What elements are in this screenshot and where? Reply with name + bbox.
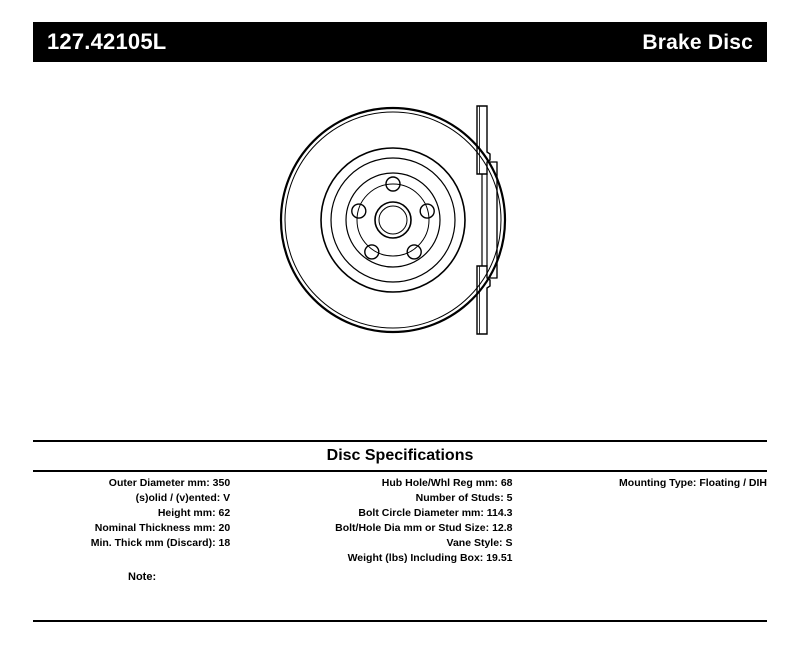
spec-label: Min. Thick mm (Discard): <box>90 537 216 549</box>
spec-value: 20 <box>218 522 231 534</box>
spec-label: Height mm: <box>157 507 216 519</box>
spec-value: S <box>505 537 513 549</box>
spec-label: Bolt Circle Diameter mm: <box>358 507 484 519</box>
spec-row <box>33 506 230 521</box>
rotor-side-view <box>463 100 523 345</box>
spec-value: Floating / DIH <box>699 477 767 489</box>
spec-row <box>254 476 512 491</box>
spec-row <box>254 491 512 506</box>
spec-row <box>33 476 230 491</box>
page-title: Brake Disc <box>642 30 753 54</box>
spec-row <box>254 506 512 521</box>
spec-label: Number of Studs: <box>415 492 504 504</box>
spec-column-middle <box>230 476 512 566</box>
spec-label: Nominal Thickness mm: <box>94 522 216 534</box>
spec-title: Disc Specifications <box>326 447 474 464</box>
spec-value: V <box>223 492 231 504</box>
spec-label: Hub Hole/Whl Reg mm: <box>381 477 498 489</box>
spec-value: 62 <box>218 507 231 519</box>
spec-rule-top <box>33 440 767 442</box>
spec-row <box>254 521 512 536</box>
spec-label: Bolt/Hole Dia mm or Stud Size: <box>335 522 490 534</box>
note-row <box>128 571 156 583</box>
spec-column-right <box>513 476 768 491</box>
spec-label: (s)olid / (v)ented: <box>135 492 221 504</box>
spec-row <box>33 521 230 536</box>
spec-value: 350 <box>212 477 231 489</box>
spec-rule-mid <box>33 470 767 472</box>
spec-value: 114.3 <box>486 507 513 519</box>
spec-value: 18 <box>218 537 231 549</box>
spec-value: 12.8 <box>492 522 513 534</box>
spec-row <box>523 476 768 491</box>
spec-value: 19.51 <box>486 552 513 564</box>
spec-label: Weight (lbs) Including Box: <box>347 552 484 564</box>
spec-value: 5 <box>506 492 513 504</box>
header-bar <box>33 22 767 62</box>
spec-label: Mounting Type: <box>619 477 697 489</box>
spec-row <box>33 491 230 506</box>
part-number: 127.42105L <box>47 29 167 54</box>
spec-columns <box>33 476 767 566</box>
spec-row <box>254 536 512 551</box>
spec-column-left <box>33 476 230 551</box>
spec-row <box>254 551 512 566</box>
spec-value: 68 <box>500 477 513 489</box>
spec-label: Vane Style: <box>446 537 503 549</box>
technical-drawing <box>33 70 767 430</box>
spec-row <box>33 536 230 551</box>
note-label: Note: <box>128 571 157 583</box>
spec-label: Outer Diameter mm: <box>108 477 210 489</box>
bottom-rule <box>33 620 767 622</box>
